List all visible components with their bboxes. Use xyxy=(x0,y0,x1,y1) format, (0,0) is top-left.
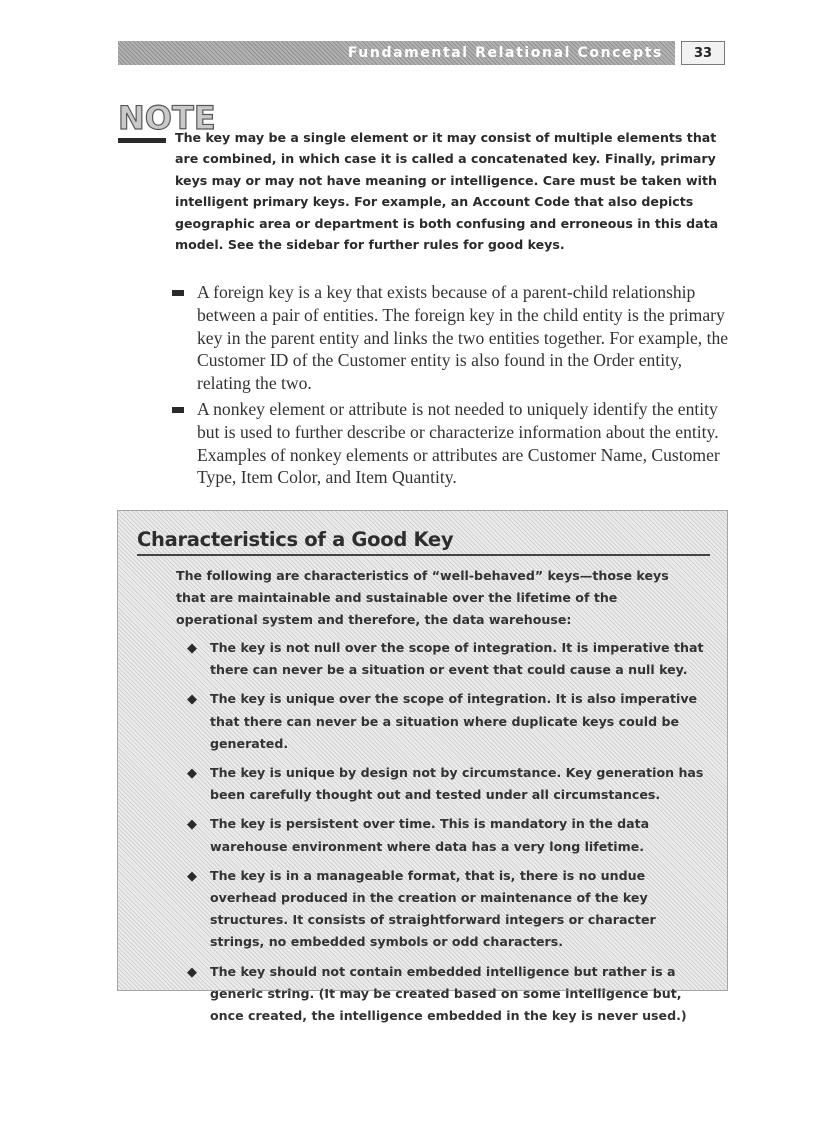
body-list-item-text: A nonkey element or attribute is not needed to uniquely identify the entity but is used to further describe or characterize information about the entity. Examples of nonkey elements or attributes are Customer Name, Customer Type, Item Color, and Item Quantity. xyxy=(197,398,720,488)
body-bullet-list xyxy=(172,281,732,492)
sidebar-list-item-text: The key is persistent over time. This is mandatory in the data warehouse environment where data has a very long lifetime. xyxy=(210,816,650,854)
sidebar-box xyxy=(117,510,728,1024)
sidebar-list-item-text: The key is unique by design not by circumstance. Key generation has been carefully thought out and tested under all circumstances. xyxy=(210,765,704,803)
sidebar-list-item-text: The key is not null over the scope of integration. It is imperative that there can never be a situation or event that could cause a null key. xyxy=(210,640,704,678)
sidebar-list-item-text: The key should not contain embedded intelligence but rather is a generic string. (It may be created based on some intelligence but, once created, the intelligence embedded in the key is never used.) xyxy=(210,963,687,1024)
diamond-bullet-icon: ◆ xyxy=(187,641,197,656)
sidebar-bullet-list xyxy=(186,637,714,1034)
diamond-bullet-icon: ◆ xyxy=(187,868,197,884)
sidebar-list-item-text: The key is in a manageable format, that is, there is no undue overhead produced in the creation or maintenance of the key structures. It consists of straightforward integers or character strings, no embedded symbols or odd characters. xyxy=(210,867,656,950)
diamond-bullet-icon: ◆ xyxy=(187,692,197,708)
body-list-item xyxy=(172,398,732,489)
page-number: 33 xyxy=(681,41,725,65)
note-label: NOTE xyxy=(118,99,216,137)
sidebar-list-item xyxy=(186,865,714,954)
diamond-bullet-icon: ◆ xyxy=(187,766,197,782)
square-bullet-icon xyxy=(172,290,184,296)
running-header-bar xyxy=(118,41,675,65)
running-header-title: Fundamental Relational Concepts xyxy=(347,45,663,61)
body-list-item xyxy=(172,281,732,395)
diamond-bullet-icon: ◆ xyxy=(187,817,197,833)
sidebar-list-item xyxy=(186,688,714,755)
sidebar-title: Characteristics of a Good Key xyxy=(137,528,454,551)
note-rule xyxy=(118,138,166,143)
square-bullet-icon xyxy=(172,407,184,413)
sidebar-list-item-text: The key is unique over the scope of integration. It is also imperative that there can never be a situation where duplicate keys could be generated. xyxy=(210,691,698,751)
diamond-bullet-icon: ◆ xyxy=(187,964,197,980)
body-list-item-text: A foreign key is a key that exists because of a parent-child relationship between a pair of entities. The foreign key in the child entity is the primary key in the parent entity and links the two entities together. For example, the Customer ID of the Customer entity is also found in the Order entity, relating the two. xyxy=(197,282,729,394)
sidebar-list-item xyxy=(186,637,714,681)
sidebar-list-item xyxy=(186,813,714,857)
note-text: The key may be a single element or it may consist of multiple elements that are combined, in which case it is called a concatenated key. Finally, primary keys may or may not have meaning or intelligence. Care must be taken with intelligent primary keys. For example, an Account Code that also depicts geographic area or department is both confusing and erroneous in this data model. See the sidebar for further rules for good keys. xyxy=(175,130,719,253)
sidebar-list-item xyxy=(186,961,714,1028)
sidebar-title-rule xyxy=(137,554,710,556)
sidebar-intro: The following are characteristics of “well-behaved” keys—those keys that are maintainable and sustainable over the lifetime of the operational system and therefore, the data warehouse: xyxy=(176,568,669,628)
sidebar-list-item xyxy=(186,762,714,806)
